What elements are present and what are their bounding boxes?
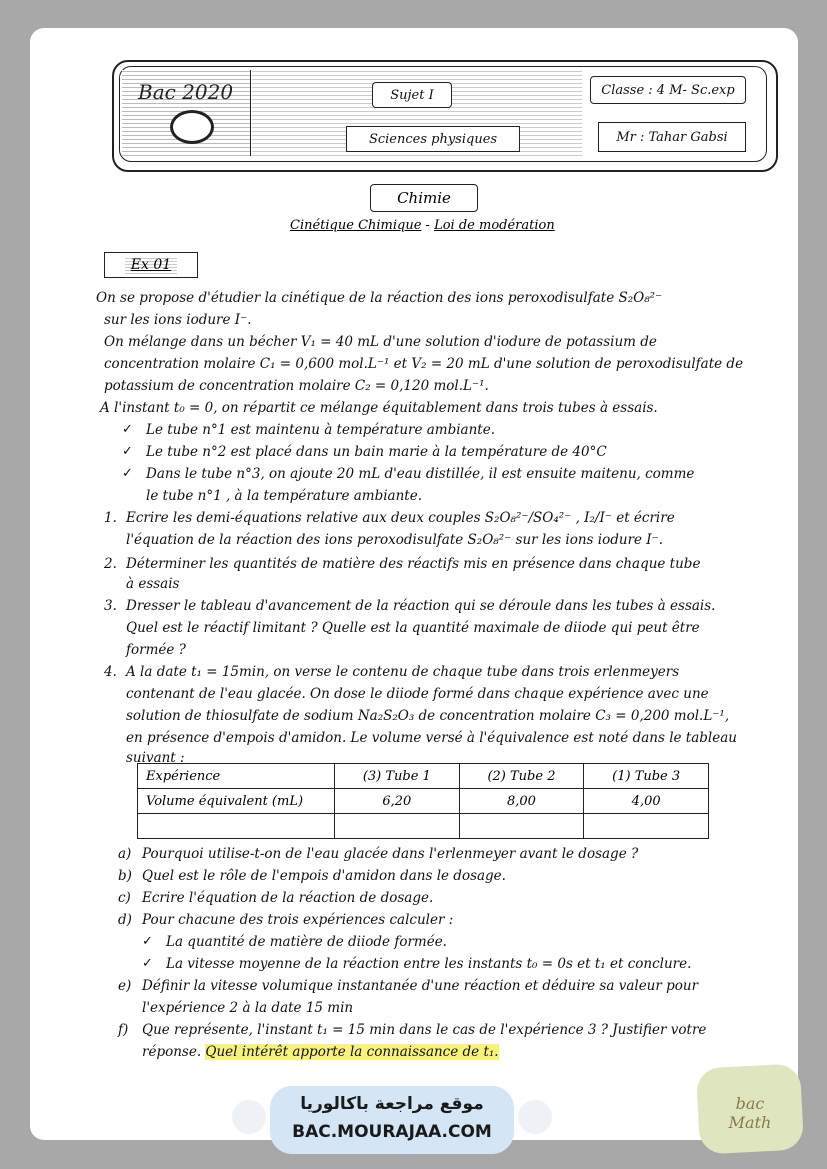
question-line: A la date t₁ = 15min, on verse le contenu de chaque tube dans trois erlenmeyers [126, 664, 680, 680]
emblem-icon [170, 110, 214, 144]
sub-line: Définir la vitesse volumique instantanée d'une réaction et déduire sa valeur pour [142, 978, 699, 994]
table-cell-empty [459, 814, 584, 839]
subject-number: Sujet I [372, 82, 452, 108]
sub-mark: c) [118, 890, 131, 906]
intro-line: potassium de concentration molaire C₂ = 0,120 mol.L⁻¹. [104, 378, 489, 394]
sub-line: Pourquoi utilise-t-on de l'eau glacée dans l'erlenmeyer avant le dosage ? [142, 846, 639, 862]
sub-line-a: réponse. [142, 1044, 206, 1060]
question-line: l'équation de la réaction des ions peroxodisulfate S₂O₈²⁻ sur les ions iodure I⁻. [126, 532, 664, 548]
sub-line: Que représente, l'instant t₁ = 15 min dans le cas de l'expérience 3 ? Justifier votre [142, 1022, 707, 1038]
badge-left-logo-icon [232, 1100, 266, 1134]
table-row [138, 789, 709, 814]
table-header: Expérience [138, 764, 335, 789]
table-row [138, 814, 709, 839]
question-line: Quel est le réactif limitant ? Quelle est la quantité maximale de diiode qui peut être [126, 620, 700, 636]
intro-line: On se propose d'étudier la cinétique de la réaction des ions peroxodisulfate S₂O₈²⁻ [96, 290, 663, 306]
check-icon: ✓ [122, 444, 133, 459]
table-cell: 8,00 [459, 789, 584, 814]
bullet-item: Le tube n°2 est placé dans un bain marie à la température de 40°C [146, 444, 607, 460]
check-icon: ✓ [122, 466, 133, 481]
sub-line: Quel est le rôle de l'empois d'amidon dans le dosage. [142, 868, 506, 884]
question-line: contenant de l'eau glacée. On dose le diiode formé dans chaque expérience avec une [126, 686, 709, 702]
question-number: 1. [104, 510, 117, 526]
question-number: 4. [104, 664, 117, 680]
sub-mark: a) [118, 846, 132, 862]
subject-label: Sciences physiques [346, 126, 520, 152]
sub-mark: f) [118, 1022, 129, 1038]
badge-site[interactable]: BAC.MOURAJAA.COM [292, 1122, 492, 1142]
exercise-box [104, 252, 198, 278]
check-icon: ✓ [122, 422, 133, 437]
table-cell-empty [584, 814, 709, 839]
sub-line: l'expérience 2 à la date 15 min [142, 1000, 354, 1016]
question-line: suivant : [126, 750, 185, 766]
subtitle-sep: - [421, 218, 435, 233]
intro-line: A l'instant t₀ = 0, on répartit ce mélange équitablement dans trois tubes à essais. [100, 400, 658, 416]
question-line: Ecrire les demi-équations relative aux deux couples S₂O₈²⁻/SO₄²⁻ , I₂/I⁻ et écrire [126, 510, 675, 526]
subtitle [290, 218, 555, 233]
bullet-item: Dans le tube n°3, on ajoute 20 mL d'eau distillée, il est ensuite maitenu, comme [146, 466, 695, 482]
intro-line: On mélange dans un bécher V₁ = 40 mL d'une solution d'iodure de potassium de [104, 334, 657, 350]
subtitle-a: Cinétique Chimique [290, 218, 422, 233]
d-item: La vitesse moyenne de la réaction entre les instants t₀ = 0s et t₁ et conclure. [166, 956, 692, 972]
table-row [138, 764, 709, 789]
question-number: 3. [104, 598, 117, 614]
table-header: (1) Tube 3 [584, 764, 709, 789]
intro-line: concentration molaire C₁ = 0,600 mol.L⁻¹ et V₂ = 20 mL d'une solution de peroxodisulfate de [104, 356, 744, 372]
sub-mark: d) [118, 912, 132, 928]
question-line: Dresser le tableau d'avancement de la réaction qui se déroule dans les tubes à essais. [126, 598, 716, 614]
question-line: Déterminer les quantités de matière des réactifs mis en présence dans chaque tube [126, 556, 701, 572]
question-line: en présence d'empois d'amidon. Le volume versé à l'équivalence est noté dans le tableau [126, 730, 737, 746]
sub-line: Pour chacune des trois expériences calculer : [142, 912, 454, 928]
badge-arabic: موقع مراجعة باكالوريا [300, 1094, 484, 1114]
check-icon: ✓ [142, 934, 153, 949]
table-cell-empty [138, 814, 335, 839]
question-number: 2. [104, 556, 117, 572]
sub-line [142, 1044, 499, 1060]
page-title: Chimie [370, 184, 478, 212]
intro-line: sur les ions iodure I⁻. [104, 312, 252, 328]
teacher-label: Mr : Tahar Gabsi [598, 122, 746, 152]
bac-logo: Bac 2020 [138, 80, 234, 104]
table-cell: 4,00 [584, 789, 709, 814]
table-cell-empty [335, 814, 460, 839]
subtitle-b: Loi de modération [434, 218, 555, 233]
results-table [137, 763, 709, 839]
class-label: Classe : 4 M- Sc.exp [590, 76, 746, 104]
exercise-label: Ex 01 [125, 256, 177, 274]
question-line: à essais [126, 576, 180, 592]
question-line: formée ? [126, 642, 186, 658]
sub-line: Ecrire l'équation de la réaction de dosage. [142, 890, 434, 906]
question-line: solution de thiosulfate de sodium Na₂S₂O₃ de concentration molaire C₃ = 0,200 mol.L⁻¹, [126, 708, 730, 724]
d-item: La quantité de matière de diiode formée. [166, 934, 447, 950]
bullet-item: Le tube n°1 est maintenu à température ambiante. [146, 422, 496, 438]
sub-mark: e) [118, 978, 132, 994]
badge-right-logo-icon [518, 1100, 552, 1134]
bullet-item: le tube n°1 , à la température ambiante. [146, 488, 423, 504]
table-header: (3) Tube 1 [335, 764, 460, 789]
watermark-text: bac Math [728, 1094, 772, 1132]
table-header: (2) Tube 2 [459, 764, 584, 789]
check-icon: ✓ [142, 956, 153, 971]
table-row-label: Volume équivalent (mL) [138, 789, 335, 814]
sub-mark: b) [118, 868, 132, 884]
highlighted-question: Quel intérêt apporte la connaissance de t₁. [205, 1044, 499, 1060]
table-cell: 6,20 [335, 789, 460, 814]
